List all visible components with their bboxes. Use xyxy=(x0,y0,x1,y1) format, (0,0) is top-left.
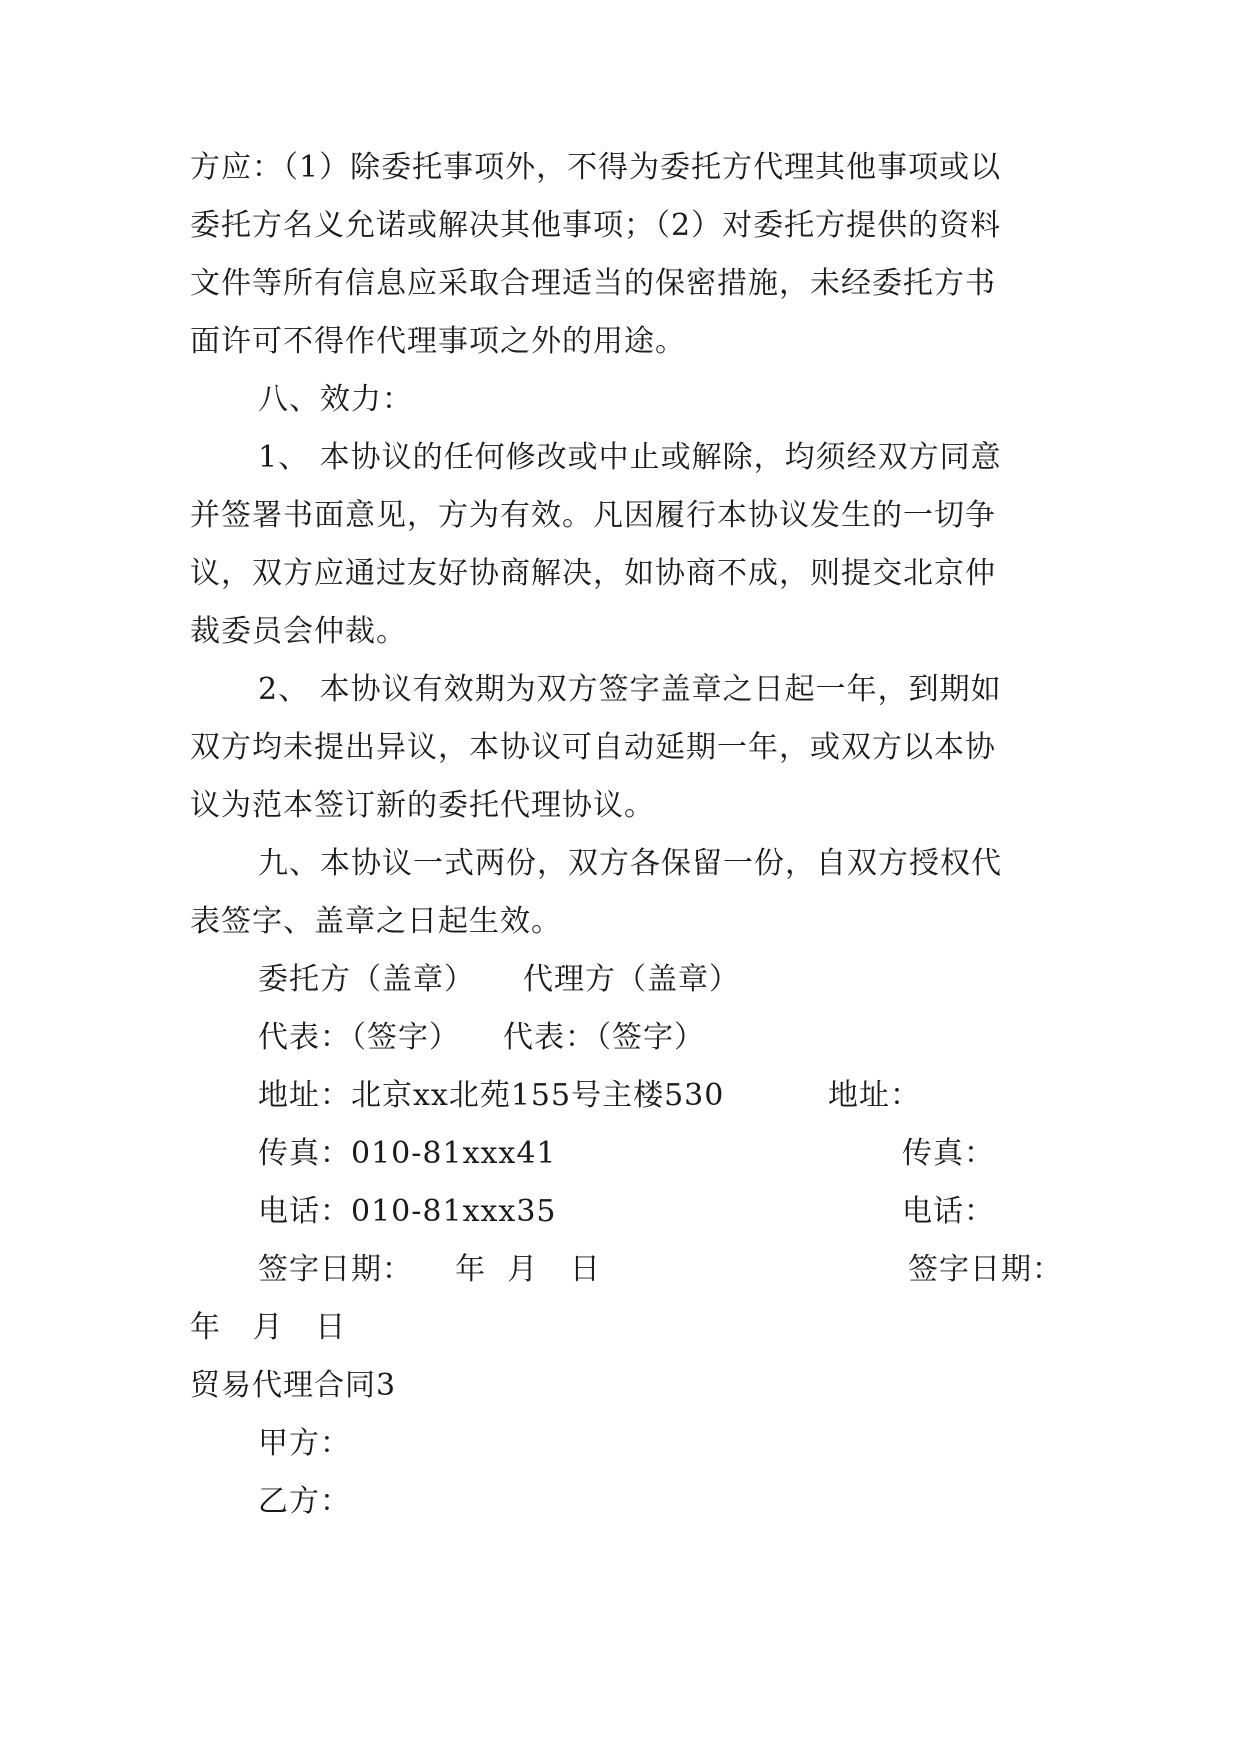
section-title: 贸易代理合同3 xyxy=(190,1368,397,1403)
body-line: 双方均未提出异议，本协议可自动延期一年，或双方以本协 xyxy=(190,730,996,765)
date-right-continued: 年 月 日 xyxy=(190,1310,347,1345)
seal-left: 委托方（盖章） xyxy=(258,962,475,997)
signature-rep-row xyxy=(258,1018,1050,1058)
signature-fax-row xyxy=(258,1134,1050,1174)
date-right: 签字日期： xyxy=(908,1252,1063,1287)
party-a-label: 甲方： xyxy=(258,1426,351,1461)
date-left: 签字日期： 年 月 日 xyxy=(258,1252,601,1287)
fax-left: 传真：010-81xxx41 xyxy=(258,1136,557,1171)
body-line: 议为范本签订新的委托代理协议。 xyxy=(190,788,655,823)
fax-right: 传真： xyxy=(902,1136,995,1171)
rep-right: 代表：（签字） xyxy=(503,1020,705,1055)
phone-right: 电话： xyxy=(902,1194,995,1229)
body-line: 委托方名义允诺或解决其他事项；（2）对委托方提供的资料 xyxy=(190,208,1002,243)
party-b-label: 乙方： xyxy=(258,1484,351,1519)
body-line: 表签字、盖章之日起生效。 xyxy=(190,904,562,939)
body-line: 裁委员会仲裁。 xyxy=(190,614,407,649)
body-line: 议，双方应通过友好协商解决，如协商不成，则提交北京仲 xyxy=(190,556,996,591)
signature-address-row xyxy=(258,1076,1050,1116)
body-line: 1、 本协议的任何修改或中止或解除，均须经双方同意 xyxy=(258,440,1002,475)
signature-date-row xyxy=(258,1250,1063,1290)
signature-phone-row xyxy=(258,1192,1050,1232)
body-line: 并签署书面意见，方为有效。凡因履行本协议发生的一切争 xyxy=(190,498,996,533)
signature-seal-row xyxy=(258,960,1050,1000)
body-line: 面许可不得作代理事项之外的用途。 xyxy=(190,324,686,359)
section-heading: 八、效力： xyxy=(258,382,413,417)
rep-left: 代表：（签字） xyxy=(258,1020,460,1055)
body-line: 文件等所有信息应采取合理适当的保密措施，未经委托方书 xyxy=(190,266,996,301)
address-left: 地址：北京xx北苑155号主楼530 xyxy=(258,1078,725,1113)
body-line: 方应：（1）除委托事项外，不得为委托方代理其他事项或以 xyxy=(190,150,1002,185)
address-right: 地址： xyxy=(828,1078,921,1113)
body-line: 2、 本协议有效期为双方签字盖章之日起一年，到期如 xyxy=(258,672,1002,707)
phone-left: 电话：010-81xxx35 xyxy=(258,1194,557,1229)
seal-right: 代理方（盖章） xyxy=(523,962,740,997)
body-line: 九、本协议一式两份，双方各保留一份，自双方授权代 xyxy=(258,846,1002,881)
